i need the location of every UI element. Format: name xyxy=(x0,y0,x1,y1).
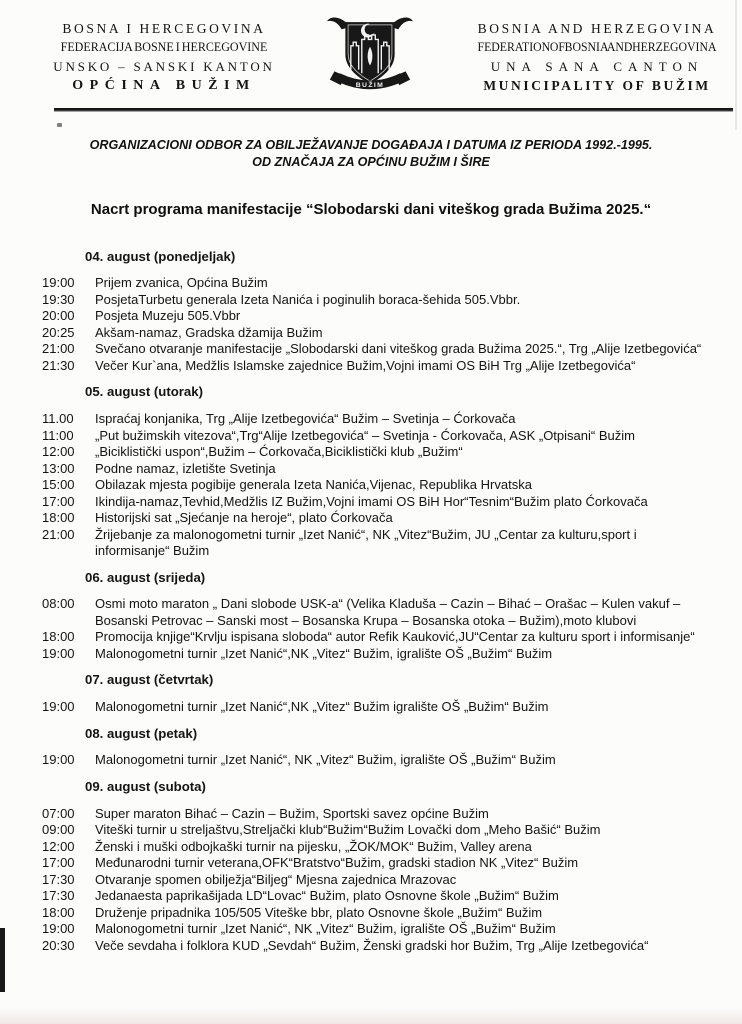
scan-artifact-bottom-noise xyxy=(0,1008,742,1024)
event-row xyxy=(42,325,704,342)
event-row xyxy=(42,461,704,478)
event-row xyxy=(42,411,704,428)
event-list xyxy=(42,752,704,769)
event-time: 11.00 xyxy=(42,411,74,427)
event-time: 21:00 xyxy=(42,526,75,542)
event-text: Podne namaz, izletište Svetinja xyxy=(95,460,276,476)
header-left-block xyxy=(48,13,280,95)
event-text: Akšam-namaz, Gradska džamija Bužim xyxy=(95,324,323,340)
event-time: 21:00 xyxy=(42,341,75,357)
event-text: Ikindija-namaz,Tevhid,Medžlis IZ Bužim,Vojni imami OS BiH Hor“Tesnim“Bužim plato Ćorkovača xyxy=(95,493,648,509)
document-header xyxy=(0,0,742,102)
event-row xyxy=(42,752,704,769)
event-text: Osmi moto maraton „ Dani slobode USK-a“ (Velika Kladuša – Cazin – Bihać – Orašac – Kulen vakuf – Bosanski Petrovac – Sanski most – Bosanska Krupa – Bosanska otoka – Bužim),moto klubovi xyxy=(95,596,681,628)
event-text: Malonogometni turnir „Izet Nanić“, NK „Vitez“ Bužim, igralište OŠ „Bužim“ Bužim xyxy=(95,752,556,768)
event-row xyxy=(42,596,704,629)
event-time: 19:30 xyxy=(42,291,75,307)
event-text: Veče sevdaha i folklora KUD „Sevdah“ Bužim, Ženski gradski hor Bužim, Trg „Alije Izetbegovića“ xyxy=(95,937,649,953)
event-row xyxy=(42,839,704,856)
section-date: 07. august (četvrtak) xyxy=(85,672,214,688)
event-text: Viteški turnir u streljaštvu,Streljački klub“Bužim“Bužim Lovački dom „Meho Bašić“ Bužim xyxy=(95,822,601,838)
event-time: 19:00 xyxy=(42,275,75,291)
event-text: Super maraton Bihać – Cazin – Bužim, Sportski savez općine Bužim xyxy=(95,805,489,821)
scan-artifact-left-bar xyxy=(0,928,5,992)
event-time: 17:00 xyxy=(42,855,75,871)
section-date: 04. august (ponedjeljak) xyxy=(85,248,236,264)
schedule-section xyxy=(42,779,704,954)
event-row xyxy=(42,699,704,716)
schedule-section xyxy=(42,570,704,663)
event-list xyxy=(42,806,704,955)
event-row xyxy=(42,822,704,839)
event-row xyxy=(42,341,704,358)
event-row xyxy=(42,510,704,527)
event-time: 07:00 xyxy=(42,805,75,821)
event-row xyxy=(42,629,704,646)
header-left-line: FEDERACIJA BOSNE I HERCEGOVINE xyxy=(60,40,268,54)
event-time: 17:30 xyxy=(42,888,75,904)
header-left-line: BOSNA I HERCEGOVINA xyxy=(62,21,266,36)
event-text: Jedanaesta paprikašijada LD“Lovac“ Bužim, plato Osnovne škole „Bužim“ Bužim xyxy=(95,888,559,904)
event-row xyxy=(42,428,704,445)
event-text: Svečano otvaranje manifestacije „Slobodarski dani viteškog grada Bužima 2025.“, Trg „Alije Izetbegovića“ xyxy=(95,341,702,357)
event-time: 20:25 xyxy=(42,324,75,340)
event-text: Druženje pripadnika 105/505 Viteške bbr, plato Osnovne škole „Bužim“ Bužim xyxy=(95,904,543,920)
event-text: Malonogometni turnir „Izet Nanić“, NK „Vitez“ Bužim, igralište OŠ „Bužim“ Bužim xyxy=(95,921,556,937)
event-time: 17:00 xyxy=(42,493,75,509)
schedule-section xyxy=(42,726,704,769)
event-row xyxy=(42,938,704,955)
event-text: Međunarodni turnir veterana,OFK“Bratstvo“Bužim, gradski stadion NK „Vitez“ Bužim xyxy=(95,855,579,871)
event-text: Obilazak mjesta pogibije generala Izeta Nanića,Vijenac, Republika Hrvatska xyxy=(95,477,532,493)
event-time: 20:30 xyxy=(42,937,75,953)
event-text: Otvaranje spomen obilježja“Biljeg“ Mjesna zajednica Mrazovac xyxy=(95,871,457,887)
scan-artifact-right-edge xyxy=(735,0,737,130)
event-time: 19:00 xyxy=(42,645,75,661)
event-row xyxy=(42,275,704,292)
event-row xyxy=(42,477,704,494)
page-title: Nacrt programa manifestacije “Slobodarski dani viteškog grada Bužima 2025.“ xyxy=(90,201,652,218)
event-time: 19:00 xyxy=(42,699,75,715)
event-text: Večer Kur`ana, Medžlis Islamske zajednice Bužim,Vojni imami OS BiH Trg „Alije Izetbegovića“ xyxy=(95,357,636,373)
event-text: Malonogometni turnir „Izet Nanić“,NK „Vitez“ Bužim igralište OŠ „Bužim“ Bužim xyxy=(95,699,549,715)
event-time: 21:30 xyxy=(42,357,75,373)
event-time: 08:00 xyxy=(42,596,75,612)
event-time: 15:00 xyxy=(42,477,75,493)
schedule-section xyxy=(42,384,704,559)
section-date: 08. august (petak) xyxy=(85,725,198,741)
header-divider xyxy=(54,108,733,112)
event-text: Prijem zvanica, Općina Bužim xyxy=(95,275,268,291)
event-time: 19:00 xyxy=(42,752,75,768)
header-left-line: UNSKO – SANSKI KANTON xyxy=(53,59,275,74)
event-row xyxy=(42,921,704,938)
event-list xyxy=(42,699,704,716)
event-text: „Biciklistički uspon“,Bužim – Ćorkovača,Biciklistički klub „Bužim“ xyxy=(95,444,463,460)
event-row xyxy=(42,888,704,905)
event-time: 11:00 xyxy=(42,427,74,443)
event-row xyxy=(42,872,704,889)
header-left-line: OPĆINA BUŽIM xyxy=(72,78,256,93)
section-date: 09. august (subota) xyxy=(85,778,206,794)
event-text: Promocija knjige“Krvlju ispisana sloboda“ autor Refik Kauković,JU“Centar za kulturu sport i informisanje“ xyxy=(95,629,695,645)
event-list xyxy=(42,275,704,374)
event-time: 19:00 xyxy=(42,921,75,937)
header-right-line: BOSNIA AND HERZEGOVINA xyxy=(477,21,717,36)
event-list xyxy=(42,411,704,560)
event-text: Žrijebanje za malonogometni turnir „Izet Nanić“, NK „Vitez“Bužim, JU „Centar za kulturu,sport i informisanje“ Bužim xyxy=(95,526,637,559)
section-date: 05. august (utorak) xyxy=(85,384,203,400)
event-text: PosjetaTurbetu generala Izeta Nanića i poginulih boraca-šehida 505.Vbbr. xyxy=(95,291,521,307)
section-date: 06. august (srijeda) xyxy=(85,569,206,585)
header-right-block xyxy=(460,13,734,95)
event-row xyxy=(42,646,704,663)
event-row xyxy=(42,358,704,375)
buzim-coat-of-arms-icon xyxy=(319,13,421,102)
event-text: Ženski i muški odbojkaški turnir na pijesku, „ŽOK/MOK“ Bužim, Valley arena xyxy=(95,838,532,854)
event-time: 17:30 xyxy=(42,871,75,887)
event-row xyxy=(42,806,704,823)
schedule-section xyxy=(42,672,704,715)
event-time: 13:00 xyxy=(42,460,75,476)
committee-line: ORGANIZACIONI ODBOR ZA OBILJEŽAVANJE DOGAĐAJA I DATUMA IZ PERIODA 1992.-1995. xyxy=(89,138,653,152)
event-time: 09:00 xyxy=(42,822,75,838)
event-row xyxy=(42,905,704,922)
header-right-line: FEDERATION OF BOSNIA AND HERZEGOVINA xyxy=(477,40,717,54)
event-text: Malonogometni turnir „Izet Nanić“,NK „Vitez“ Bužim, igralište OŠ „Bužim“ Bužim xyxy=(95,645,553,661)
emblem-banner-text: BUŽIM xyxy=(355,81,385,89)
event-time: 18:00 xyxy=(42,510,75,526)
committee-heading xyxy=(0,137,742,171)
event-time: 12:00 xyxy=(42,838,75,854)
committee-line: OD ZNAČAJA ZA OPĆINU BUŽIM I ŠIRE xyxy=(252,155,490,169)
scan-artifact-speck xyxy=(57,123,62,127)
event-row xyxy=(42,855,704,872)
header-right-line: MUNICIPALITY OF BUŽIM xyxy=(483,78,711,93)
event-text: Posjeta Muzeju 505.Vbbr xyxy=(95,308,241,324)
event-time: 18:00 xyxy=(42,904,75,920)
event-text: „Put bužimskih vitezova“,Trg“Alije Izetbegovića“ – Svetinja - Ćorkovača, ASK „Otpisani“ Bužim xyxy=(95,427,635,443)
event-list xyxy=(42,596,704,662)
event-row xyxy=(42,494,704,511)
event-row xyxy=(42,292,704,309)
event-row xyxy=(42,444,704,461)
event-text: Historijski sat „Sjećanje na heroje“, plato Ćorkovača xyxy=(95,510,393,526)
schedule xyxy=(0,249,742,955)
event-row xyxy=(42,527,704,560)
event-row xyxy=(42,308,704,325)
event-text: Ispraćaj konjanika, Trg „Alije Izetbegovića“ Bužim – Svetinja – Ćorkovača xyxy=(95,411,516,427)
event-time: 18:00 xyxy=(42,629,75,645)
event-time: 12:00 xyxy=(42,444,75,460)
header-right-line: UNA SANA CANTON xyxy=(490,59,704,74)
schedule-section xyxy=(42,249,704,375)
event-time: 20:00 xyxy=(42,308,75,324)
